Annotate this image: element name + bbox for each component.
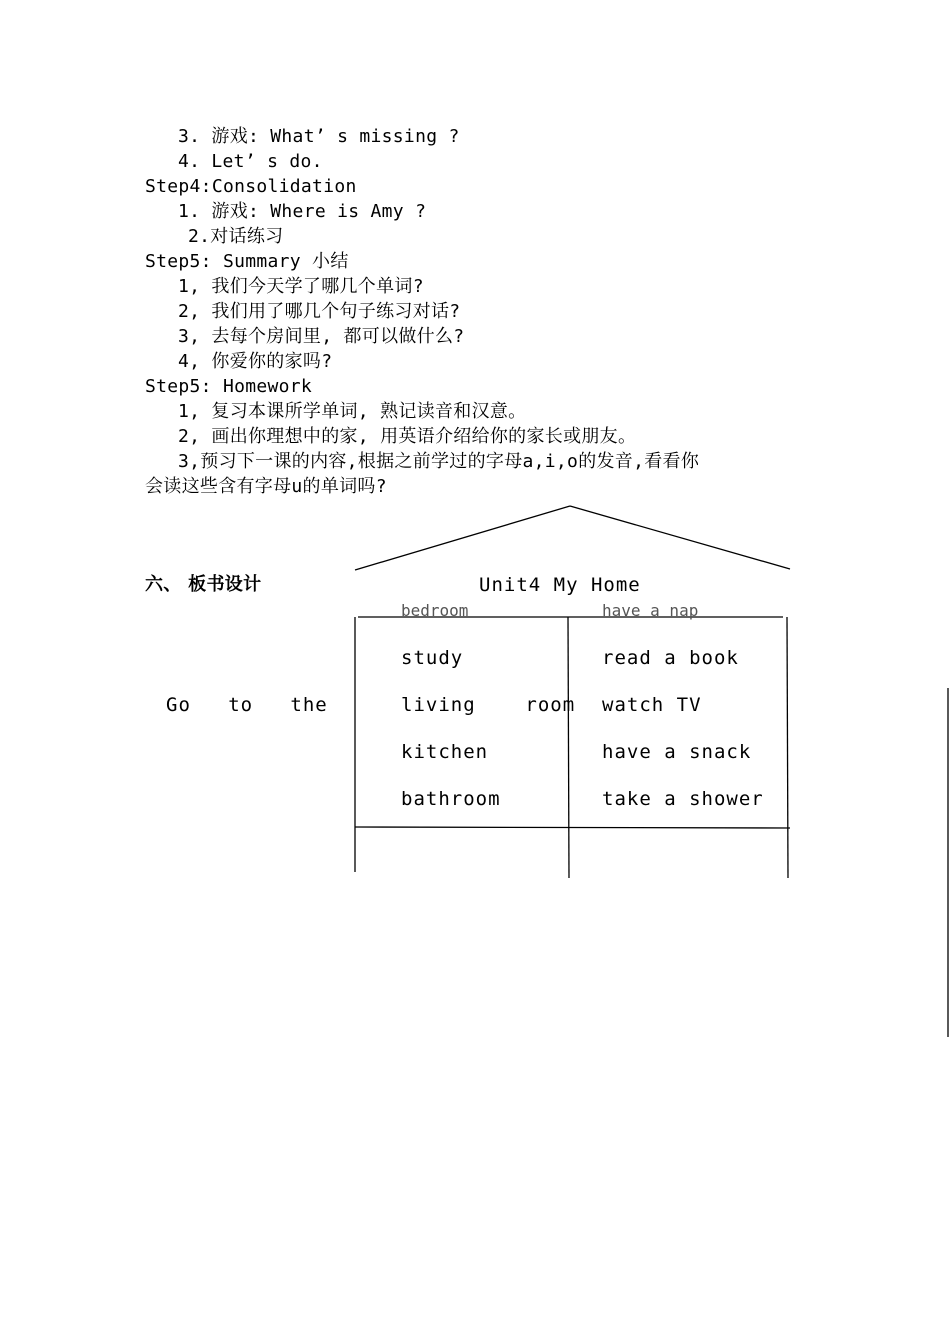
floor-line bbox=[355, 827, 790, 828]
board-header-right: have a nap bbox=[602, 601, 699, 620]
homework-item-1: 1, 复习本课所学单词, 熟记读音和汉意。 bbox=[178, 401, 527, 422]
roof-left-line bbox=[355, 506, 570, 570]
step3-item3: 3. 游戏: What’ s missing ? bbox=[178, 126, 460, 147]
section-heading: 六、 板书设计 bbox=[145, 574, 262, 595]
go-to-the-label: Go to the bbox=[166, 694, 328, 716]
room-study: study bbox=[401, 647, 464, 669]
summary-question-4: 4, 你爱你的家吗? bbox=[178, 351, 333, 372]
step4-item1: 1. 游戏: Where is Amy ? bbox=[178, 201, 427, 222]
roof-right-line bbox=[570, 506, 790, 569]
step4-item2: 2.对话练习 bbox=[188, 226, 284, 247]
room-living-room: living room bbox=[401, 694, 576, 716]
middle-wall-line bbox=[568, 617, 569, 878]
summary-question-1: 1, 我们今天学了哪几个单词? bbox=[178, 276, 424, 297]
right-wall-line bbox=[787, 617, 788, 878]
activity-watch-tv: watch TV bbox=[602, 694, 702, 716]
step3-item4: 4. Let’ s do. bbox=[178, 151, 323, 172]
homework-item-3-continued: 会读这些含有字母u的单词吗? bbox=[145, 476, 387, 497]
step4-heading: Step4:Consolidation bbox=[145, 176, 357, 197]
room-bathroom: bathroom bbox=[401, 788, 501, 810]
activity-take-a-shower: take a shower bbox=[602, 788, 764, 810]
activity-read-a-book: read a book bbox=[602, 647, 739, 669]
step5-homework-heading: Step5: Homework bbox=[145, 376, 313, 397]
board-title: Unit4 My Home bbox=[479, 574, 641, 596]
homework-item-3: 3,预习下一课的内容,根据之前学过的字母a,i,o的发音,看看你 bbox=[178, 451, 700, 472]
step5-summary-heading: Step5: Summary 小结 bbox=[145, 251, 349, 272]
activity-have-a-snack: have a snack bbox=[602, 741, 752, 763]
summary-question-2: 2, 我们用了哪几个句子练习对话? bbox=[178, 301, 461, 322]
homework-item-2: 2, 画出你理想中的家, 用英语介绍给你的家长或朋友。 bbox=[178, 426, 637, 447]
board-header-left: bedroom bbox=[401, 601, 469, 620]
room-kitchen: kitchen bbox=[401, 741, 489, 763]
summary-question-3: 3, 去每个房间里, 都可以做什么? bbox=[178, 326, 465, 347]
